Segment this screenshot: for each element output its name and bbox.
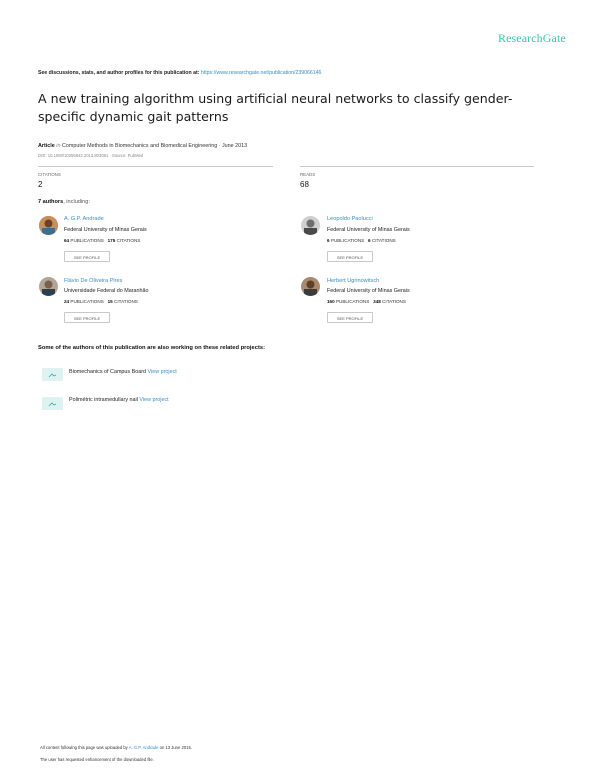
reads-value: 68 <box>300 180 309 189</box>
author-name-link[interactable]: Herbert Ugrinowitsch <box>327 278 380 284</box>
author-counts <box>64 299 138 304</box>
view-project-link[interactable]: View project <box>147 369 177 375</box>
citations-count: 6 <box>368 238 371 243</box>
reads-divider <box>300 166 534 167</box>
authors-count: 7 authors <box>38 199 64 205</box>
publications-label: PUBLICATIONS <box>70 238 104 243</box>
avatar[interactable] <box>39 277 58 296</box>
project-icon <box>42 368 63 379</box>
paper-title: A new training algorithm using artificial neural networks to classify gender-specific dynamic gait patterns <box>38 91 513 124</box>
see-profile-button[interactable]: SEE PROFILE <box>64 251 110 262</box>
author-affiliation: Federal University of Minas Gerais <box>327 288 410 294</box>
reads-label: READS <box>300 172 316 177</box>
publications-label: PUBLICATIONS <box>330 238 365 243</box>
citations-label: CITATIONS <box>371 238 396 243</box>
citations-value: 2 <box>38 180 43 189</box>
publications-count: 64 <box>64 238 70 243</box>
view-project-link[interactable]: View project <box>139 397 169 403</box>
avatar[interactable] <box>39 216 58 235</box>
upload-suffix: on 13 June 2015. <box>159 745 192 750</box>
uploader-link[interactable]: A. G.P. Andrade <box>128 745 159 750</box>
citations-label: CITATIONS <box>116 238 141 243</box>
researchgate-logo[interactable]: ResearchGate <box>498 31 566 45</box>
author-photo-icon <box>301 277 320 296</box>
project-item <box>69 397 169 403</box>
authors-heading <box>38 199 90 205</box>
journal-link[interactable]: Computer Methods in Biomechanics and Biomedical Engineering · June 2013 <box>61 143 248 149</box>
author-affiliation: Universidade Federal do Maranhão <box>64 288 149 294</box>
article-info <box>38 143 247 149</box>
citations-count: 15 <box>107 299 113 304</box>
citations-divider <box>38 166 273 167</box>
author-photo-icon <box>39 277 58 296</box>
project-flask-icon <box>42 370 63 381</box>
project-icon <box>42 397 63 408</box>
publications-count: 160 <box>327 299 335 304</box>
in-label: in <box>56 143 61 149</box>
author-name-link[interactable]: Flávio De Oliveira Pires <box>64 278 123 284</box>
see-profile-button[interactable]: SEE PROFILE <box>327 251 373 262</box>
author-counts <box>327 299 406 304</box>
upload-prefix: All content following this page was uploaded by <box>40 745 128 750</box>
publications-count: 24 <box>64 299 70 304</box>
upload-note <box>40 745 192 750</box>
author-affiliation: Federal University of Minas Gerais <box>327 227 410 233</box>
project-item <box>69 369 177 375</box>
avatar[interactable] <box>301 277 320 296</box>
project-name: Biomechanics of Campus Board <box>69 369 147 375</box>
publications-label: PUBLICATIONS <box>335 299 370 304</box>
see-profile-button[interactable]: SEE PROFILE <box>64 312 110 323</box>
citations-label: CITATIONS <box>382 299 406 304</box>
project-flask-icon <box>42 399 63 410</box>
related-projects-heading: Some of the authors of this publication are also working on these related projects: <box>38 345 266 351</box>
publications-count: 6 <box>327 238 330 243</box>
author-counts <box>64 238 140 243</box>
author-counts <box>327 238 396 243</box>
discussion-line <box>38 70 321 76</box>
doi-line: DOI: 10.1080/10255842.2013.803081 · Source: PubMed <box>38 153 144 158</box>
author-photo-icon <box>39 216 58 235</box>
publications-label: PUBLICATIONS <box>70 299 104 304</box>
discussion-text: See discussions, stats, and author profiles for this publication at: <box>38 70 200 76</box>
author-affiliation: Federal University of Minas Gerais <box>64 227 147 233</box>
author-name-link[interactable]: Leopoldo Paolucci <box>327 216 373 222</box>
citations-label: CITATIONS <box>38 172 61 177</box>
see-profile-button[interactable]: SEE PROFILE <box>327 312 373 323</box>
article-type: Article <box>38 143 55 149</box>
publication-url-link[interactable]: https://www.researchgate.net/publication/239066146 <box>200 70 322 76</box>
citations-count: 175 <box>107 238 116 243</box>
enhancement-note: The user has requested enhancement of the downloaded file. <box>40 757 154 762</box>
citations-label: CITATIONS <box>114 299 138 304</box>
project-name: Polimétric intramedullary nail <box>69 397 138 403</box>
including-label: , including: <box>63 199 90 205</box>
author-name-link[interactable]: A. G.P. Andrade <box>64 216 104 222</box>
author-photo-icon <box>301 216 320 235</box>
citations-count: 348 <box>373 299 381 304</box>
avatar[interactable] <box>301 216 320 235</box>
